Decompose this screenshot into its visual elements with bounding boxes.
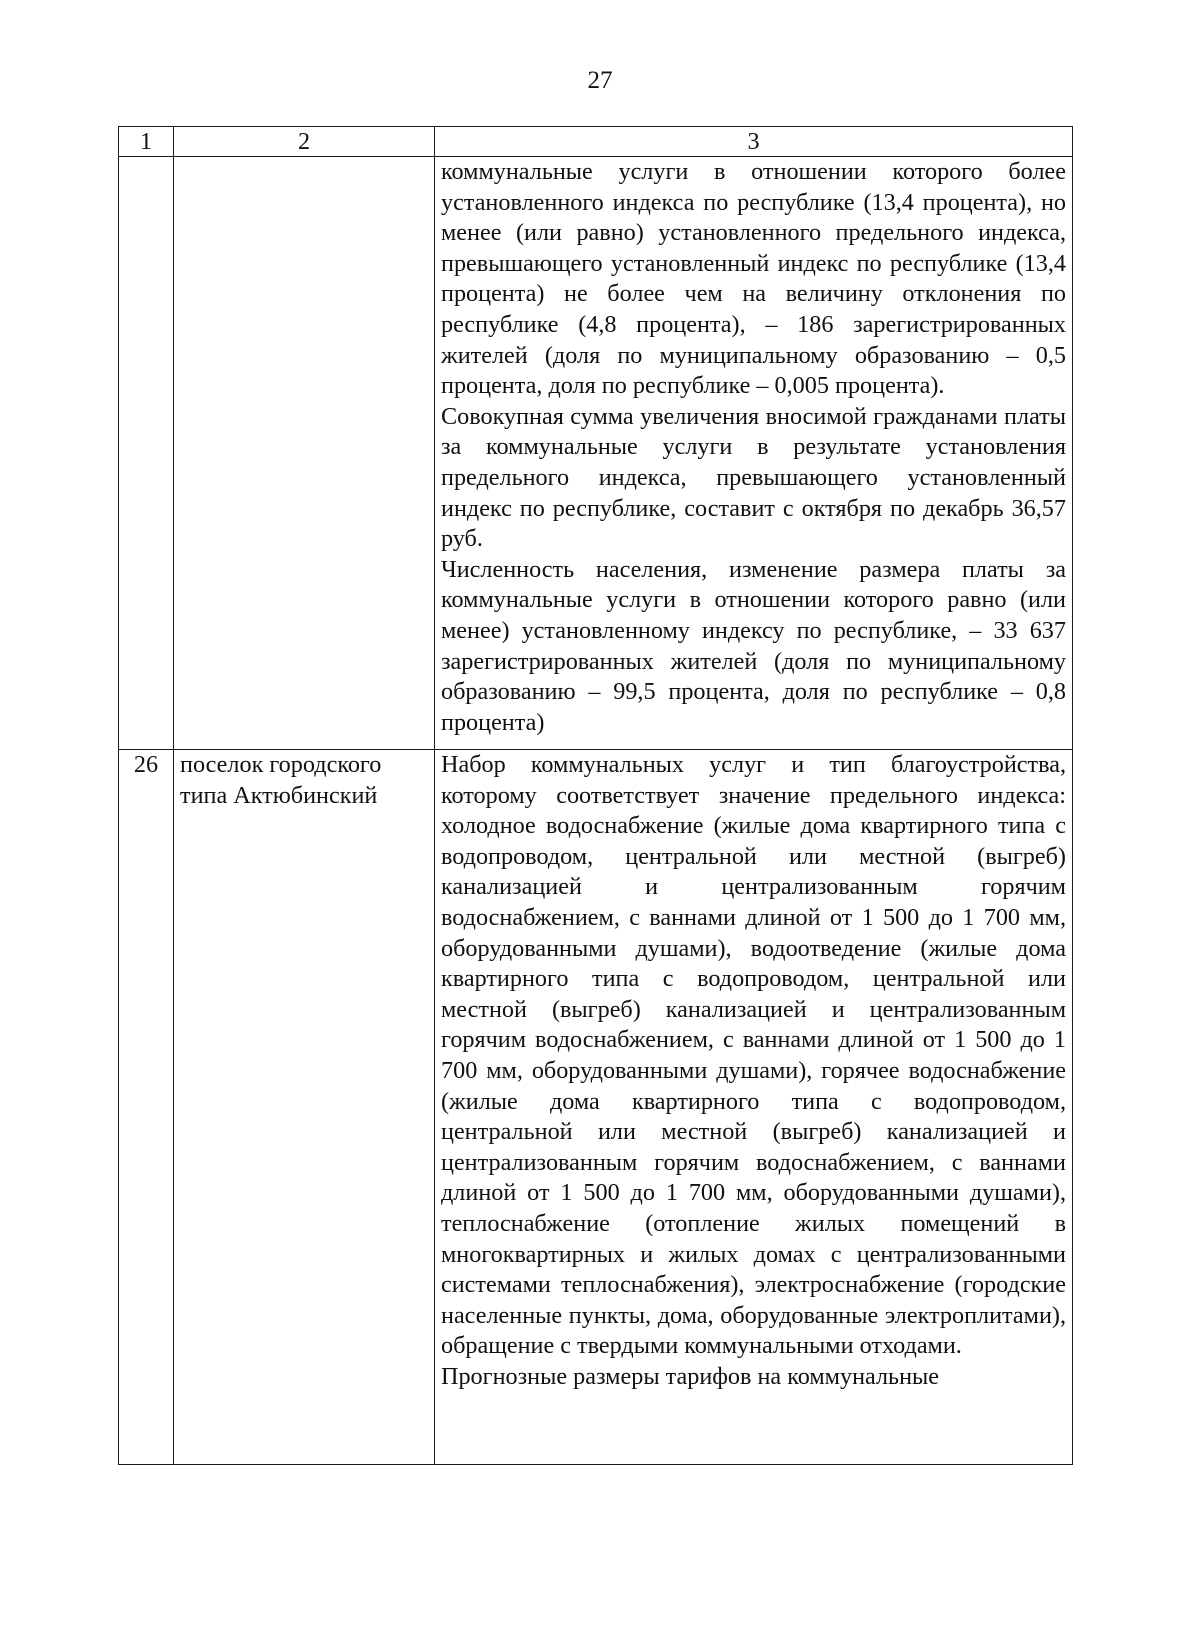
description-cell [435,157,1073,750]
description-paragraph: Численность населения, изменение размера платы за коммунальные услуги в отношении которого равно (или менее) установленному индексу по республике, – 33 637 зарегистрированных жителей (доля по муниципальному образованию – 99,5 процента, доля по республике – 0,8 процента) [441,555,1066,736]
table-header-row [119,127,1073,157]
column-header-3: 3 [435,127,1073,157]
municipality-cell [174,157,435,750]
description-paragraph: Совокупная сумма увеличения вносимой гражданами платы за коммунальные услуги в результате установления предельного индекса, превышающего установленный индекс по республике, составит с октября по декабрь 36,57 руб. [441,402,1066,553]
data-table [118,126,1073,1465]
page-number: 27 [587,67,613,94]
table-row [119,750,1073,1465]
column-header-2: 2 [174,127,435,157]
column-header-1: 1 [119,127,174,157]
row-number-cell [119,157,174,750]
description-paragraph: Набор коммунальных услуг и тип благоустройства, которому соответствует значение предельного индекса: холодное водоснабжение (жилые дома квартирного типа с водопроводом, центральной или местной (выгреб) канализацией и централизованным горячим водоснабжением, с ваннами длиной от 1 500 до 1 700 мм, оборудованными душами), водоотведение (жилые дома квартирного типа с водопроводом, центральной или местной (выгреб) канализацией и централизованным горячим водоснабжением, с ваннами длиной от 1 500 до 1 700 мм, оборудованными душами), горячее водоснабжение (жилые дома квартирного типа с водопроводом, центральной или местной (выгреб) канализацией и централизованным горячим водоснабжением, с ваннами длиной от 1 500 до 1 700 мм, оборудованными душами), теплоснабжение (отопление жилых помещений в многоквартирных и жилых домах с централизованными системами теплоснабжения), электроснабжение (городские населенные пункты, дома, оборудованные электроплитами), обращение с твердыми коммунальными отходами. [441,751,1066,1360]
description-cell [435,750,1073,1465]
row-number-cell: 26 [119,750,174,1465]
description-paragraph: коммунальные услуги в отношении которого более установленного индекса по республике (13,4 процента), но менее (или равно) установленного предельного индекса, превышающего установленный индекс по республике (13,4 процента) не более чем на величину отклонения по республике (4,8 процента), – 186 зарегистрированных жителей (доля по муниципальному образованию – 0,5 процента, доля по республике – 0,005 процента). [441,158,1066,400]
table-row [119,157,1073,750]
municipality-cell: поселок городского типа Актюбинский [174,750,435,1465]
description-paragraph: Прогнозные размеры тарифов на коммунальные [441,1362,940,1390]
